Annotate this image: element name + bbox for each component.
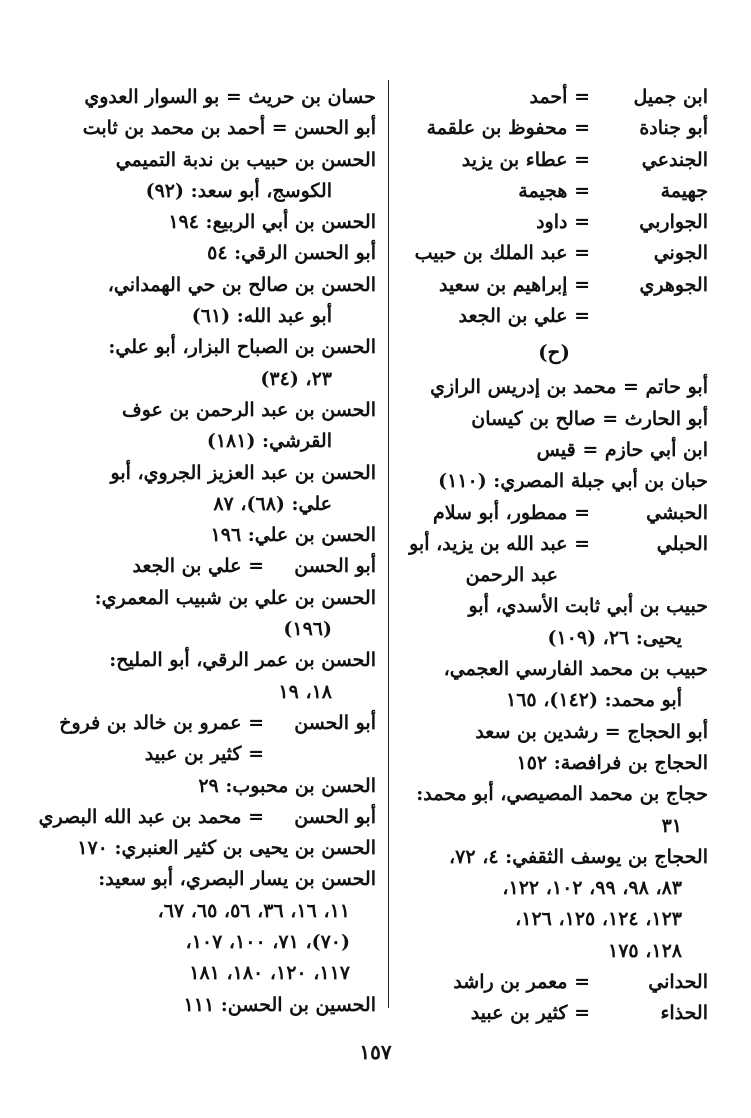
entry-continuation: ١٢٣، ١٢٤، ١٢٥، ١٢٦، xyxy=(515,908,682,931)
entry-continuation: ١٨، ١٩ xyxy=(278,680,332,703)
index-entry: حسان بن حريث = بو السوار العدوي xyxy=(84,86,376,108)
index-entry xyxy=(59,708,376,739)
index-entry: أبو حاتم = محمد بن إدريس الرازي xyxy=(430,376,708,399)
entry-reference: = عطاء بن يزيد xyxy=(461,148,590,171)
index-entry: الحسن بن علي بن شبيب المعمري: xyxy=(94,586,376,609)
entry-continuation: (١٩٦) xyxy=(283,618,332,641)
entry-reference: = أحمد xyxy=(529,86,590,108)
index-entry: أبو الحجاج = رشدين بن سعد xyxy=(475,720,708,743)
index-entry xyxy=(400,176,708,207)
entry-name: الجوني xyxy=(653,242,708,265)
entry-reference: = إبراهيم بن سعيد xyxy=(438,273,590,296)
entry-continuation: ٣١ xyxy=(661,814,682,837)
index-entry xyxy=(400,529,708,560)
entry-reference: = كثير بن عبيد xyxy=(470,1002,590,1025)
entry-continuation: ١١٧، ١٢٠، ١٨٠، ١٨١ xyxy=(189,962,350,985)
index-entry xyxy=(400,113,708,144)
index-entry xyxy=(400,145,708,176)
letter-section-heading: (ح) xyxy=(538,340,570,365)
index-entry: أبو الحسن الرقي: ٥٤ xyxy=(207,242,376,265)
index-column-left xyxy=(38,82,376,1021)
entry-name: الجواربي xyxy=(639,211,708,234)
entry-continuation: أبو عبد الله: (٦١) xyxy=(191,305,332,328)
index-entry xyxy=(400,498,708,529)
index-entry: الحسن بن صالح بن حي الهمداني، xyxy=(107,273,376,296)
entry-continuation: (٧٠)، ٧١، ١٠٠، ١٠٧، xyxy=(185,931,350,954)
index-entry xyxy=(108,551,376,582)
index-entry xyxy=(400,967,708,998)
index-entry: الحسن بن محبوب: ٢٩ xyxy=(198,774,376,797)
entry-name: أبو جنادة xyxy=(639,117,708,140)
index-entry xyxy=(400,270,708,301)
entry-reference: = محمد بن عبد الله البصري xyxy=(38,805,264,828)
entry-reference: = هجيمة xyxy=(518,179,590,202)
index-entry xyxy=(400,998,708,1029)
index-entry: الحسين بن الحسن: ١١١ xyxy=(183,993,376,1016)
entry-continuation: ١٢٨، ١٧٥ xyxy=(608,939,682,962)
index-entry: الحسن بن حبيب بن ندبة التميمي xyxy=(115,148,376,171)
index-entry: حبيب بن محمد الفارسي العجمي، xyxy=(443,658,708,681)
entry-reference: = ممطور، أبو سلام xyxy=(432,501,590,524)
entry-continuation: عبد الرحمن xyxy=(465,564,558,587)
index-entry: الحسن بن يسار البصري، أبو سعيد: xyxy=(98,868,376,891)
entry-name: أبو الحسن xyxy=(294,805,376,828)
index-entry: حجاج بن محمد المصيصي، أبو محمد: xyxy=(416,783,708,806)
entry-continuation: القرشي: (١٨١) xyxy=(206,430,332,453)
index-entry xyxy=(400,82,708,113)
entry-name: الحبشي xyxy=(646,501,708,524)
index-column-right xyxy=(400,82,708,1030)
index-entry xyxy=(108,739,376,770)
index-entry: حبيب بن أبي ثابت الأسدي، أبو xyxy=(468,595,708,618)
index-entry: ابن أبي حازم = قيس xyxy=(536,438,708,461)
entry-name: جهيمة xyxy=(660,179,708,202)
index-entry: الحسن بن عبد الرحمن بن عوف xyxy=(122,398,376,421)
entry-continuation: أبو محمد: (١٤٢)، ١٦٥ xyxy=(505,689,682,712)
index-entry: الحسن بن عمر الرقي، أبو المليح: xyxy=(109,649,376,672)
entry-reference: = عمرو بن خالد بن فروخ xyxy=(59,711,264,734)
index-entry xyxy=(400,207,708,238)
entry-name: الحبلي xyxy=(656,532,708,555)
index-entry: الحسن بن أبي الربيع: ١٩٤ xyxy=(168,211,376,234)
entry-name xyxy=(590,301,708,332)
entry-name: الجوهري xyxy=(639,273,708,296)
index-entry: حبان بن أبي جبلة المصري: (١١٠) xyxy=(438,470,708,493)
entry-continuation: الكوسج، أبو سعد: (٩٢) xyxy=(145,179,332,202)
column-divider xyxy=(388,80,389,1008)
entry-reference: = معمر بن راشد xyxy=(453,971,590,994)
entry-reference: = عبد الملك بن حبيب xyxy=(414,242,590,265)
entry-continuation: يحيى: ٢٦، (١٠٩) xyxy=(547,626,682,649)
index-entry xyxy=(38,802,376,833)
entry-name: الجندعي xyxy=(641,148,708,171)
index-entry: الحسن بن عبد العزيز الجروي، أبو xyxy=(110,461,376,484)
entry-continuation: ١١، ١٦، ٣٦، ٥٦، ٦٥، ٦٧، xyxy=(157,899,350,922)
entry-name: أبو الحسن xyxy=(294,555,376,578)
index-entry: الحسن بن يحيى بن كثير العنبري: ١٧٠ xyxy=(77,837,376,860)
entry-continuation: ٢٣، (٣٤) xyxy=(260,367,332,390)
entry-reference: = محفوظ بن علقمة xyxy=(426,117,590,140)
entry-name: الحذاء xyxy=(660,1002,708,1025)
index-entry: الحجاج بن يوسف الثقفي: ٤، ٧٢، xyxy=(449,845,708,868)
index-entry: الحسن بن الصباح البزار، أبو علي: xyxy=(108,336,376,359)
entry-continuation: ٨٣، ٩٨، ٩٩، ١٠٢، ١٢٢، xyxy=(502,877,682,900)
index-entry xyxy=(400,238,708,269)
entry-reference: = داود xyxy=(536,211,590,234)
entry-name: الحداني xyxy=(648,971,708,994)
index-entry: أبو الحسن = أحمد بن محمد بن ثابت xyxy=(82,117,376,140)
entry-name: ابن جميل xyxy=(633,86,708,108)
entry-reference: = علي بن الجعد xyxy=(458,305,590,328)
entry-name-blank xyxy=(264,739,376,770)
entry-continuation: علي: (٦٨)، ٨٧ xyxy=(213,492,332,515)
entry-reference: = عبد الله بن يزيد، أبو xyxy=(409,532,590,555)
index-entry xyxy=(400,301,708,332)
page-number: ١٥٧ xyxy=(359,1040,392,1064)
index-entry: الحجاج بن فرافصة: ١٥٢ xyxy=(516,751,708,774)
entry-reference: = كثير بن عبيد xyxy=(144,743,264,766)
entry-name: أبو الحسن xyxy=(294,711,376,734)
entry-reference: = علي بن الجعد xyxy=(132,555,264,578)
index-entry: الحسن بن علي: ١٩٦ xyxy=(210,524,376,547)
index-entry: أبو الحارث = صالح بن كيسان xyxy=(471,407,708,430)
